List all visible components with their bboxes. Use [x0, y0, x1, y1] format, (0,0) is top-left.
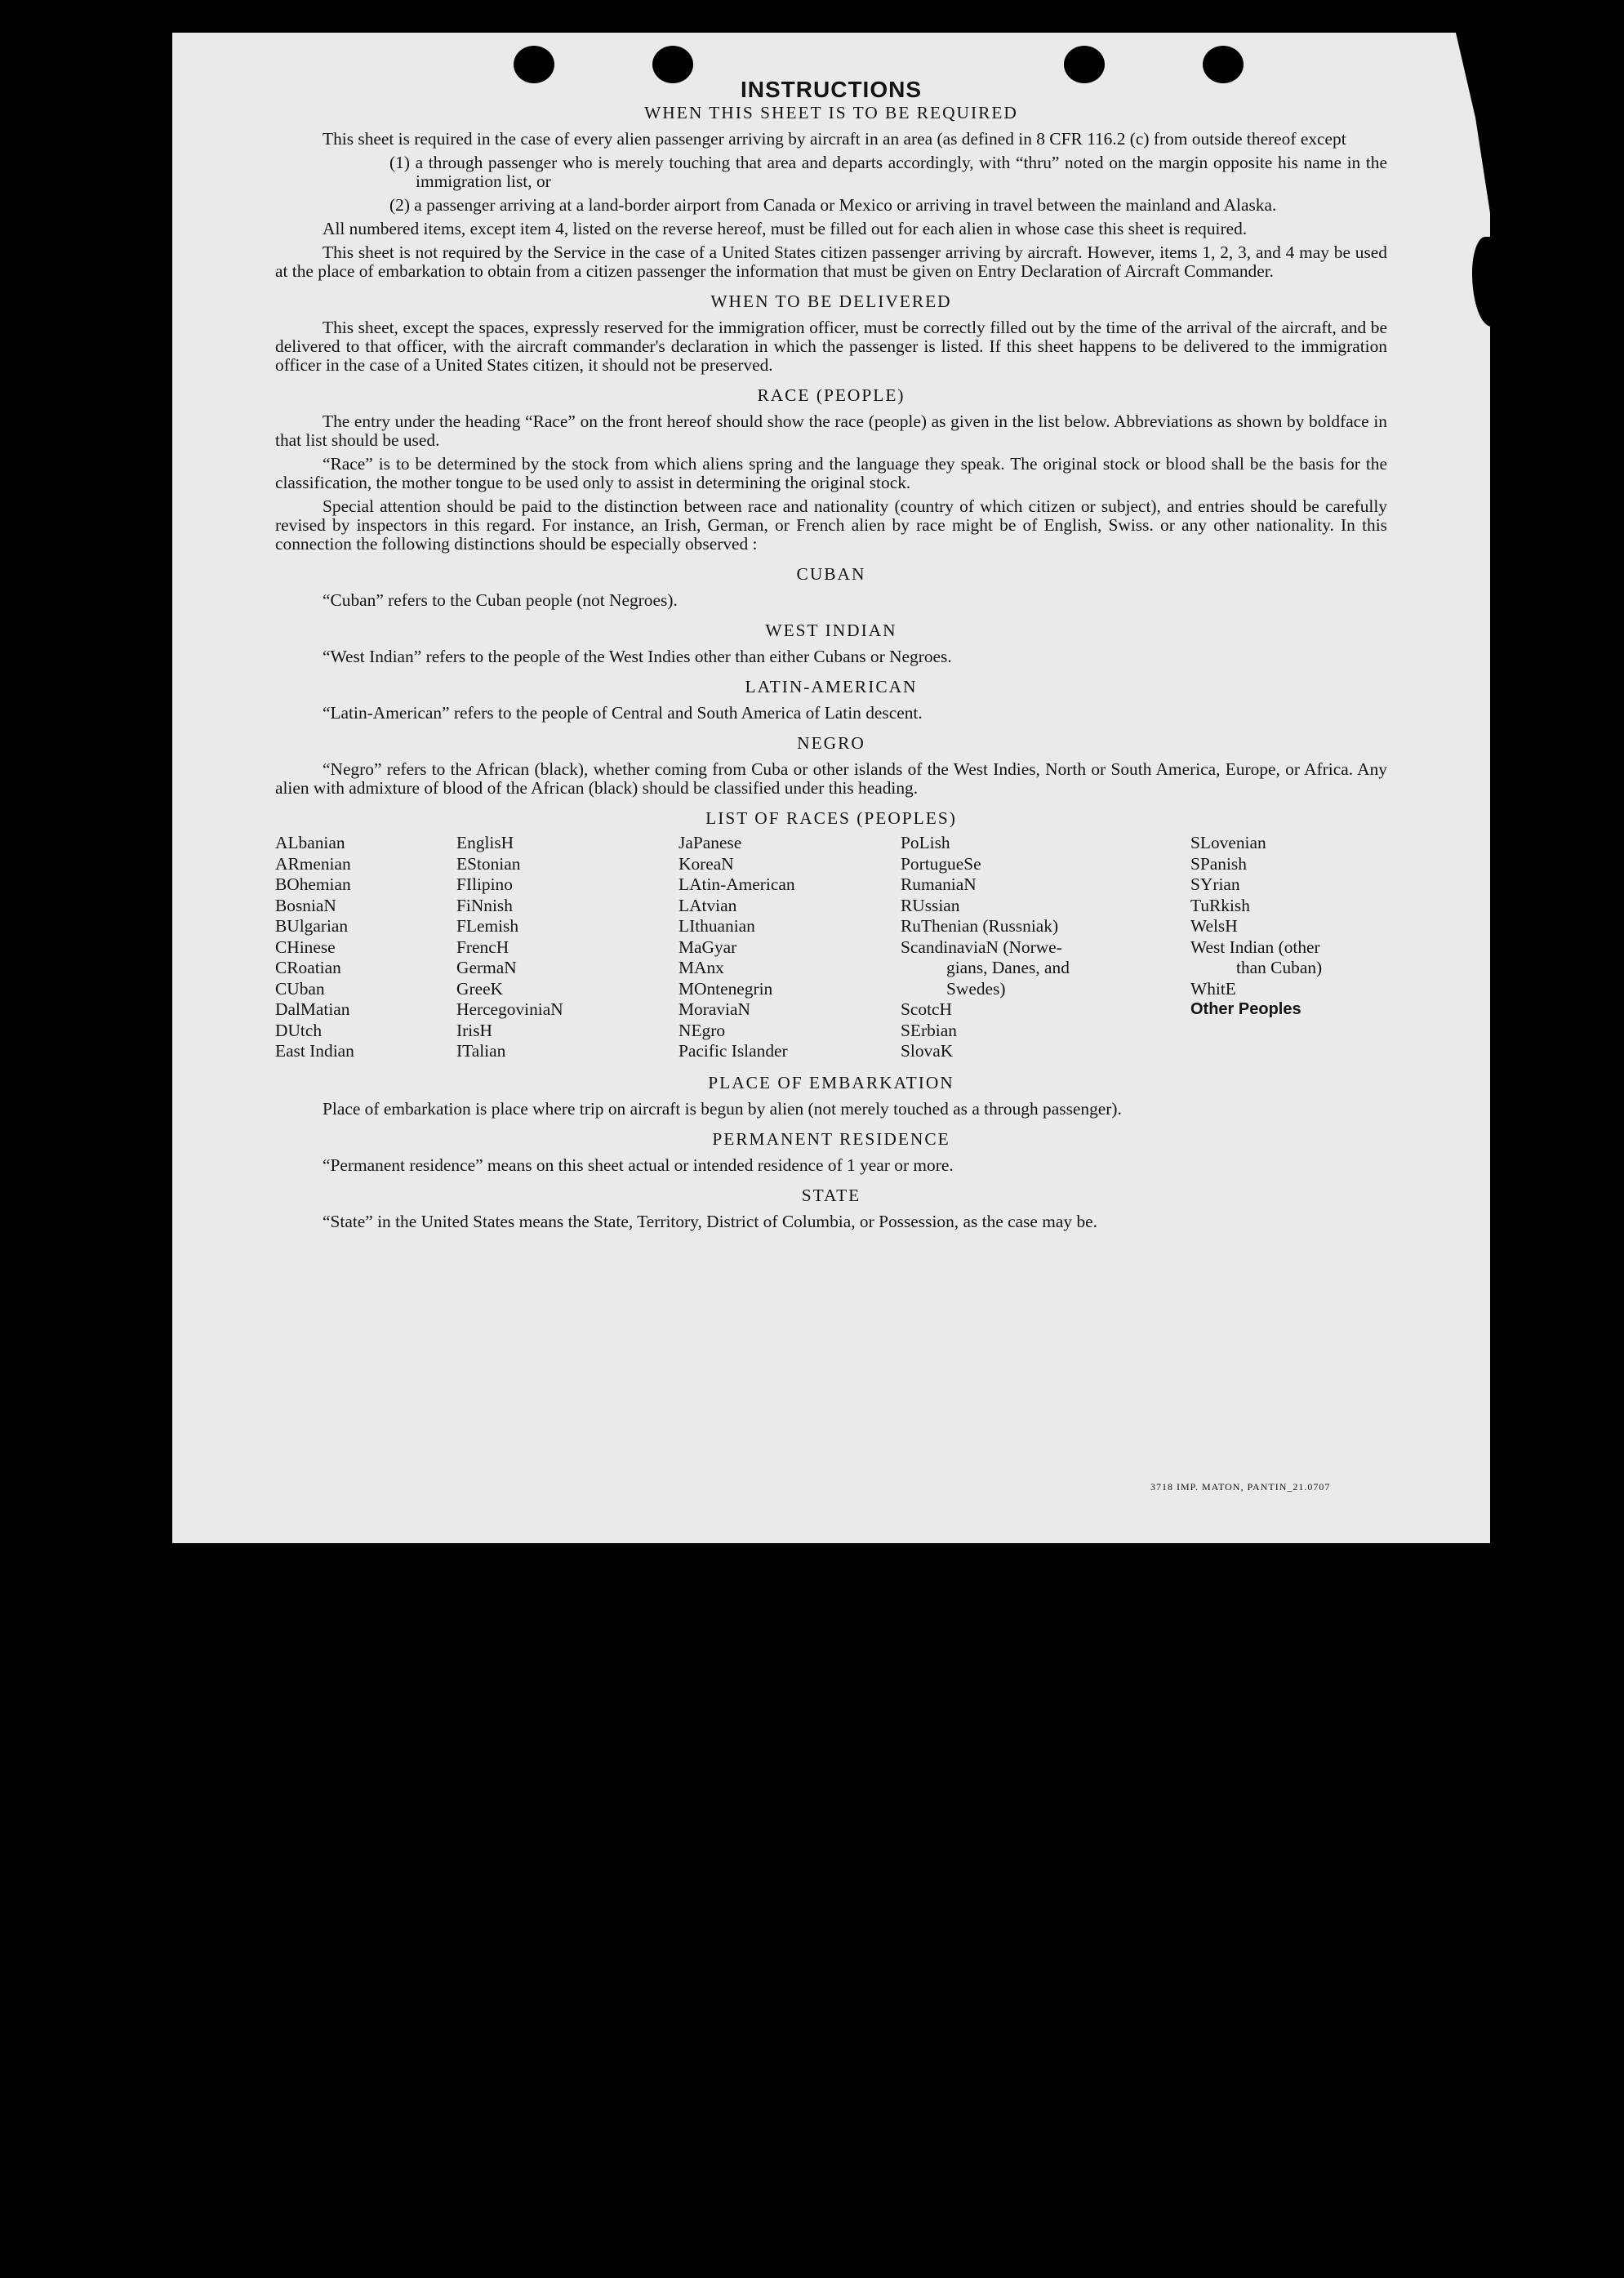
- list-item: (1) a through passenger who is merely touching that area and departs accordingly, with “thru” noted on the margin opposite his name in the immigration list, or: [389, 153, 1387, 191]
- race-item: LAtvian: [679, 895, 737, 915]
- race-column: [275, 833, 456, 1062]
- race-item: Pacific Islander: [679, 1041, 788, 1061]
- list-item: (2) a passenger arriving at a land-border airport from Canada or Mexico or arriving in travel between the mainland and Alaska.: [389, 195, 1277, 215]
- race-item: MoraviaN: [679, 999, 750, 1019]
- race-item: LAtin-American: [679, 874, 795, 894]
- race-item: West Indian (other: [1190, 937, 1320, 957]
- race-item: RuThenian (Russniak): [901, 916, 1059, 936]
- section-heading: LATIN-AMERICAN: [745, 677, 918, 696]
- punch-hole: [1203, 46, 1244, 83]
- race-item: than Cuban): [1236, 958, 1323, 977]
- section-heading: PERMANENT RESIDENCE: [712, 1128, 950, 1149]
- race-item: EnglisH: [456, 833, 514, 852]
- paragraph: “State” in the United States means the State, Territory, District of Columbia, or Possession, as the case may be.: [323, 1211, 1097, 1231]
- race-item: DUtch: [275, 1020, 323, 1040]
- race-item: TuRkish: [1190, 895, 1250, 915]
- section-heading: WEST INDIAN: [765, 621, 897, 640]
- race-item: SErbian: [901, 1020, 957, 1040]
- punch-hole: [514, 46, 554, 83]
- race-item: ScotcH: [901, 999, 952, 1019]
- section-heading: WHEN THIS SHEET IS TO BE REQUIRED: [644, 103, 1018, 122]
- race-item: ITalian: [456, 1041, 506, 1061]
- section-heading: NEGRO: [797, 733, 865, 753]
- race-item: SLovenian: [1190, 833, 1266, 852]
- race-item: gians, Danes, and: [946, 958, 1070, 977]
- paragraph: “West Indian” refers to the people of the West Indies other than either Cubans or Negroes.: [323, 647, 952, 666]
- race-item: GermaN: [456, 958, 517, 977]
- section-heading: STATE: [801, 1185, 861, 1205]
- race-list: [275, 833, 1387, 1062]
- race-item: LIthuanian: [679, 916, 755, 936]
- race-item: FiNnish: [456, 895, 513, 915]
- race-item: Other Peoples: [1190, 1000, 1301, 1018]
- race-item: PortugueSe: [901, 853, 981, 874]
- paragraph: “Latin-American” refers to the people of Central and South America of Latin descent.: [323, 703, 923, 723]
- punch-hole: [652, 46, 693, 83]
- section-heading: PLACE OF EMBARKATION: [708, 1072, 954, 1092]
- race-item: KoreaN: [679, 853, 734, 874]
- section-heading: RACE (PEOPLE): [757, 385, 905, 405]
- race-item: BUlgarian: [275, 916, 349, 936]
- page-title: INSTRUCTIONS: [741, 77, 922, 102]
- instructions-text: [275, 77, 1387, 1236]
- race-item: ARmenian: [275, 853, 351, 874]
- race-item: SPanish: [1190, 853, 1247, 874]
- race-item: CUban: [275, 978, 325, 999]
- race-item: ALbanian: [275, 833, 345, 852]
- printer-mark: 3718 IMP. MATON, PANTIN_21.0707: [1150, 1481, 1331, 1493]
- race-item: SYrian: [1190, 874, 1240, 894]
- paragraph: This sheet is required in the case of every alien passenger arriving by aircraft in an area (as defined in 8 CFR 116.2 (c) from outside thereof except: [323, 129, 1346, 149]
- race-item: HercegoviniaN: [456, 999, 563, 1019]
- race-item: WhitE: [1190, 978, 1236, 999]
- race-item: RumaniaN: [901, 874, 977, 894]
- paragraph: “Cuban” refers to the Cuban people (not Negroes).: [323, 590, 678, 610]
- race-item: Swedes): [946, 978, 1006, 999]
- paragraph: The entry under the heading “Race” on the front hereof should show the race (people) as given in the list below. Abbreviations as shown by boldface in that list should be used.: [275, 412, 1387, 450]
- section-heading: LIST OF RACES (PEOPLES): [705, 808, 957, 828]
- race-item: JaPanese: [679, 833, 742, 852]
- race-item: BOhemian: [275, 874, 351, 894]
- race-item: MOntenegrin: [679, 978, 773, 999]
- paragraph: Place of embarkation is place where trip on aircraft is begun by alien (not merely touched as a through passenger).: [323, 1098, 1122, 1119]
- race-column: [679, 833, 901, 1062]
- paragraph: “Negro” refers to the African (black), whether coming from Cuba or other islands of the West Indies, North or South America, Europe, or Africa. Any alien with admixture of blood of the African (black) should be classified under this heading.: [275, 759, 1387, 798]
- race-item: FrencH: [456, 937, 509, 957]
- document-page: [172, 33, 1490, 1543]
- race-item: CHinese: [275, 937, 336, 957]
- paragraph: This sheet, except the spaces, expressly reserved for the immigration officer, must be correctly filled out by the time of the arrival of the aircraft, and be delivered to that officer, with the aircraft commander's declaration in which the passenger is listed. If this sheet happens to be delivered to the immigration officer in the case of a United States citizen, it should not be preserved.: [275, 318, 1387, 375]
- race-item: MAnx: [679, 958, 724, 977]
- race-column: [1190, 833, 1387, 1062]
- race-item: East Indian: [275, 1041, 354, 1061]
- race-item: FLemish: [456, 916, 519, 936]
- paragraph: This sheet is not required by the Service in the case of a United States citizen passenger arriving by aircraft. However, items 1, 2, 3, and 4 may be used at the place of embarkation to obtain from a citizen passenger the information that must be given on Entry Declaration of Aircraft Commander.: [275, 242, 1387, 281]
- race-column: [456, 833, 679, 1062]
- torn-edge: [1397, 33, 1495, 245]
- race-item: FIlipino: [456, 874, 513, 894]
- race-item: WelsH: [1190, 916, 1238, 936]
- race-item: GreeK: [456, 978, 504, 999]
- race-item: SlovaK: [901, 1041, 954, 1061]
- race-item: BosniaN: [275, 895, 336, 915]
- race-item: IrisH: [456, 1020, 492, 1040]
- paragraph: All numbered items, except item 4, listed on the reverse hereof, must be filled out for each alien in whose case this sheet is required.: [323, 219, 1248, 238]
- punch-hole: [1064, 46, 1105, 83]
- race-item: PoLish: [901, 833, 950, 852]
- race-item: CRoatian: [275, 958, 341, 977]
- section-heading: CUBAN: [796, 564, 866, 584]
- race-item: ScandinaviaN (Norwe-: [901, 937, 1062, 957]
- race-column: [901, 833, 1190, 1062]
- race-item: MaGyar: [679, 937, 737, 957]
- paragraph: “Race” is to be determined by the stock from which aliens spring and the language they speak. The original stock or blood shall be the basis for the classification, the mother tongue to be used only to assist in determining the original stock.: [275, 454, 1387, 492]
- section-heading: WHEN TO BE DELIVERED: [710, 291, 952, 311]
- paragraph: Special attention should be paid to the distinction between race and nationality (country of which citizen or subject), and entries should be carefully revised by inspectors in this regard. For instance, an Irish, German, or French alien by race might be of English, Swiss. or any other nationality. In this connection the following distinctions should be especially observed :: [275, 496, 1387, 554]
- race-item: EStonian: [456, 853, 521, 874]
- race-item: NEgro: [679, 1020, 726, 1040]
- race-item: RUssian: [901, 895, 960, 915]
- torn-edge: [1472, 237, 1505, 327]
- race-item: DalMatian: [275, 999, 350, 1019]
- paragraph: “Permanent residence” means on this sheet actual or intended residence of 1 year or more.: [323, 1155, 954, 1175]
